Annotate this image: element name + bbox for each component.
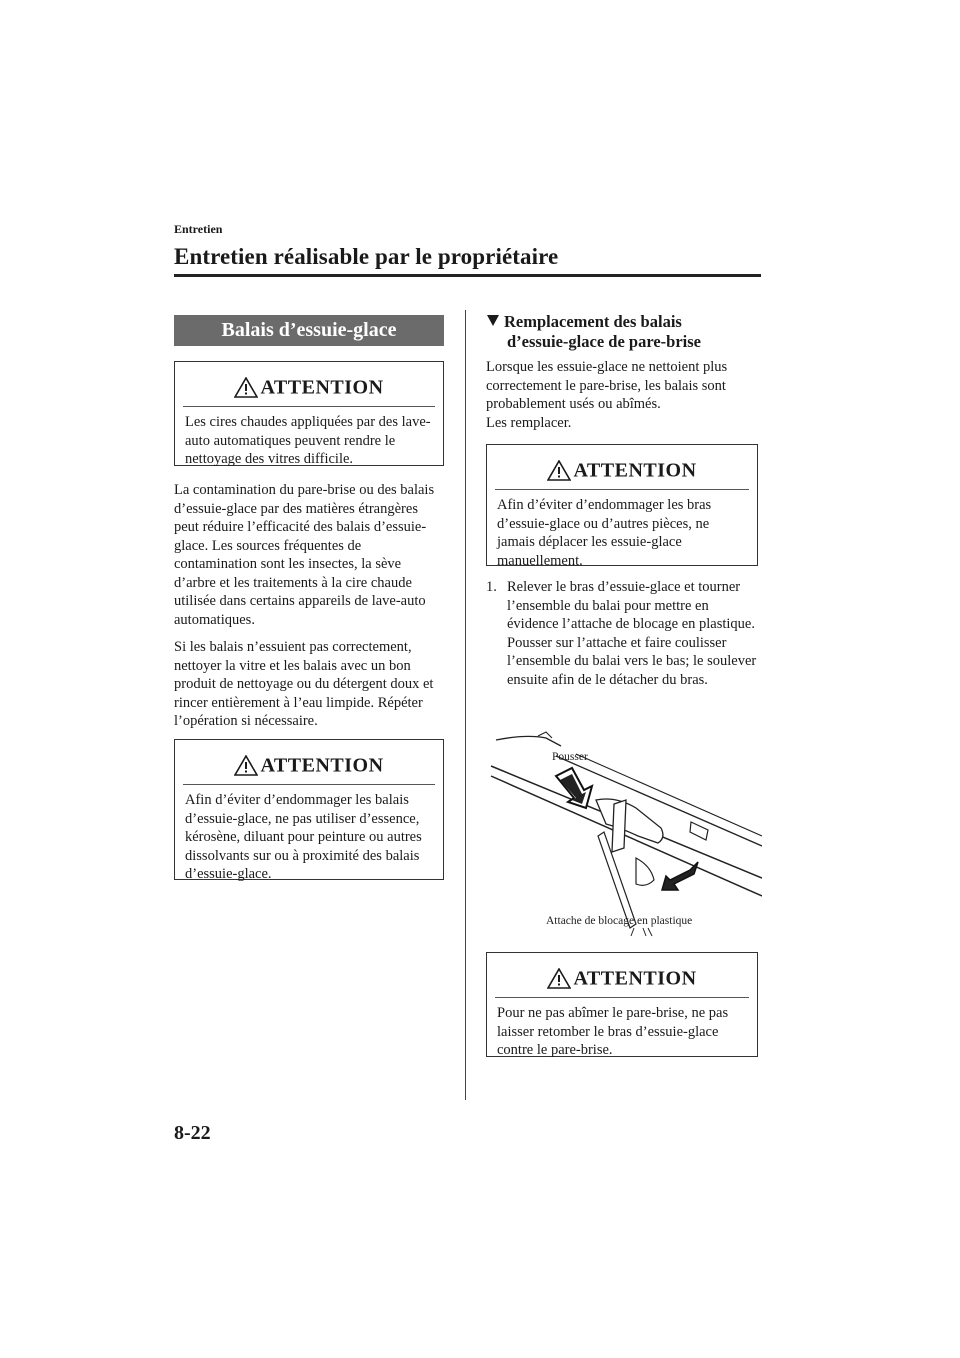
caution-label: ATTENTION [573,459,697,482]
title-rule [174,274,761,277]
caution-heading [175,370,443,402]
contamination-paragraph: La contamination du pare-brise ou des balais d’essuie-glace par des matières étrangères peut réduire l’efficacité des balais d’essuie-glace. Les sources fréquentes de contamination sont les insectes, la sève d’arbre et les traitements à la cire chaude utilisée dans certains appareils de lave-auto automatiques. [174,482,435,628]
triangle-down-icon [486,312,500,332]
step-1 [486,578,762,689]
warning-icon [234,755,258,776]
cleaning-paragraph: Si les balais n’essuient pas correctement, nettoyer la vitre et les balais avec un bon produit de nettoyage ou du détergent doux et rincer entièrement à l’eau limpide. Répéter l’opération si nécessaire. [174,639,434,729]
caution-box-waxes [174,361,444,466]
column-divider [465,310,466,1100]
page-number: 8-22 [174,1122,211,1144]
caution-heading [175,748,443,780]
caution-heading [487,961,757,993]
heading-line1: Remplacement des balais [504,312,682,331]
caution-label: ATTENTION [260,754,384,777]
wiper-removal-illustration [486,728,762,940]
label-clip: Attache de blocage en plastique [546,915,693,927]
push-arrow [556,768,592,808]
caution-label: ATTENTION [260,376,384,399]
section-label: Entretien [174,222,223,236]
caution-label: ATTENTION [573,967,697,990]
step-text-a: Relever le bras d’essuie-glace et tourner l’ensemble du balai pour mettre en évidence l’attache de blocage en plastique. [507,579,755,632]
chapter-title: Entretien réalisable par le propriétaire [174,244,559,269]
warning-icon [234,377,258,398]
heading-line2: d’essuie-glace de pare-brise [507,332,701,351]
caution-text: Pour ne pas abîmer le pare-brise, ne pas laisser retomber le bras d’essuie-glace contre le pare-brise. [497,1005,729,1058]
warning-icon [547,968,571,989]
caution-box-manual [486,444,758,569]
caution-text: Afin d’éviter d’endommager les bras d’essuie-glace ou d’autres pièces, ne jamais déplacer les essuie-glace manuellement. [497,497,712,569]
intro-text-2: Les remplacer. [486,414,572,431]
label-push: Pousser [552,751,588,763]
subsection-heading [486,312,766,352]
intro-paragraph [486,358,762,432]
step-text-b: Pousser sur l’attache et faire coulisser l’ensemble du balai vers le bas; le soulever ensuite afin de le détacher du bras. [507,634,757,688]
slide-arrow [662,862,698,890]
step-number: 1. [486,579,497,595]
warning-icon [547,460,571,481]
intro-text: Lorsque les essuie-glace ne nettoient plus correctement le pare-brise, les balais sont probablement usés ou abîmés. [486,359,728,412]
section-banner: Balais d’essuie-glace [174,315,444,346]
caution-box-solvents [174,739,444,880]
caution-text: Les cires chaudes appliquées par des lave-auto automatiques peuvent rendre le nettoyage des vitres difficile. [185,414,431,467]
caution-box-windshield [486,952,758,1057]
caution-text: Afin d’éviter d’endommager les balais d’essuie-glace, ne pas utiliser d’essence, kérosène, diluant pour peinture ou autres dissolvants sur ou à proximité des balais d’essuie-glace. [185,792,422,882]
caution-heading [487,453,757,485]
